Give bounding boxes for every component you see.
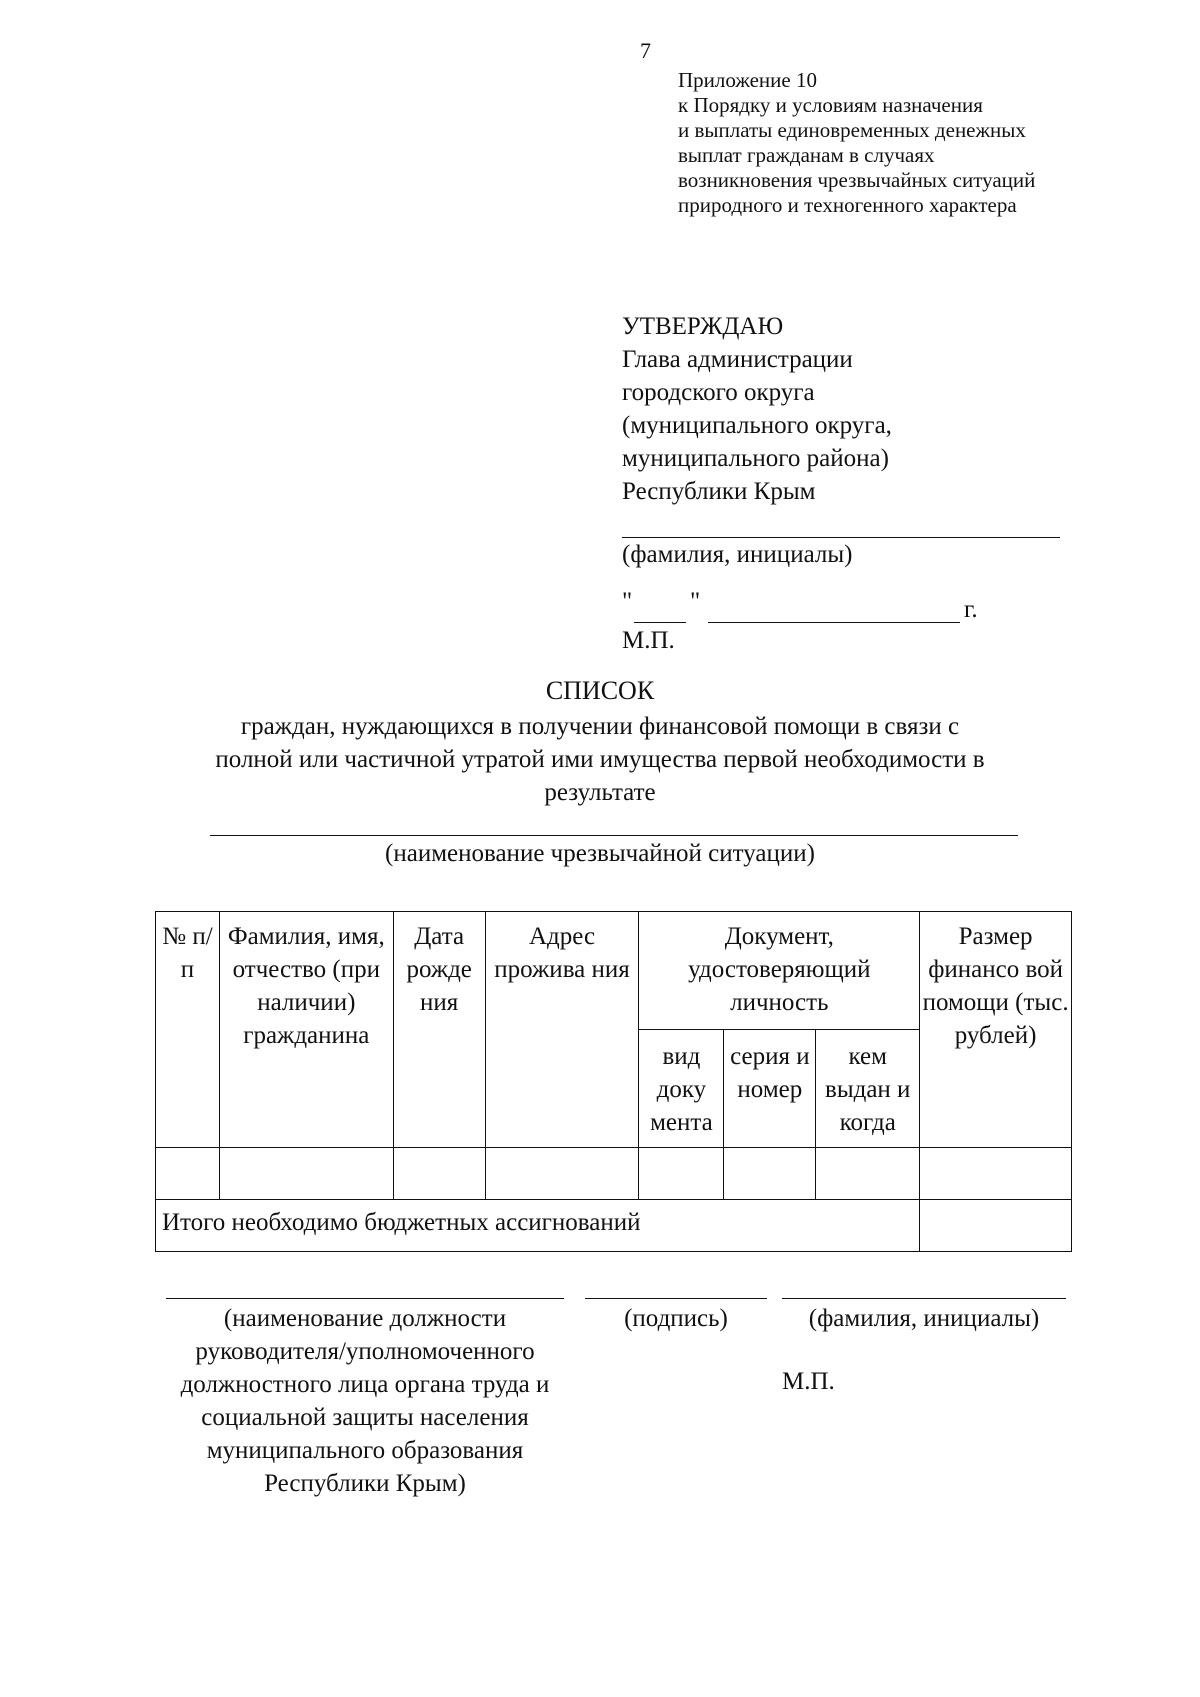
appendix-line: и выплаты единовременных денежных <box>678 118 1026 142</box>
header-doc-series: серия и номер <box>724 1030 816 1148</box>
table-header-row <box>156 912 1072 1030</box>
table-row <box>156 1148 1072 1200</box>
appendix-line: выплат гражданам в случаях <box>678 143 935 167</box>
list-subtitle-line: результате <box>544 779 656 806</box>
signature-hint: (подпись) <box>624 1305 728 1332</box>
header-amount: Размер финансо вой помощи (тыс. рублей) <box>920 912 1072 1148</box>
table-cell[interactable] <box>219 1148 393 1200</box>
footer-name-line <box>782 1298 1066 1299</box>
approval-line: (муниципального округа, <box>622 412 892 439</box>
date-day-line <box>634 622 686 623</box>
approval-line: Глава администрации <box>622 346 853 373</box>
appendix-line: к Порядку и условиям назначения <box>678 93 983 117</box>
situation-hint: (наименование чрезвычайной ситуации) <box>385 840 815 867</box>
footer-stamp: М.П. <box>782 1368 835 1395</box>
approval-line: Республики Крым <box>622 478 816 505</box>
header-birth-date: Дата рожде ния <box>393 912 485 1148</box>
header-document: Документ, удостоверяющий личность <box>639 912 920 1030</box>
appendix-line: природного и техногенного характера <box>678 193 1017 217</box>
approver-signature-line <box>622 537 1060 538</box>
table-cell[interactable] <box>724 1148 816 1200</box>
table-cell[interactable] <box>393 1148 485 1200</box>
list-title: СПИСОК <box>545 676 655 705</box>
header-doc-issued: кем выдан и когда <box>816 1030 920 1148</box>
approval-line: городского округа <box>622 379 815 406</box>
list-subtitle <box>0 710 1200 809</box>
approval-stamp: М.П. <box>622 627 675 654</box>
list-subtitle-line: граждан, нуждающихся в получении финансовой помощи в связи с <box>240 713 960 740</box>
approval-block <box>622 310 892 508</box>
position-hint: (наименование должности руководителя/уполномоченного должностного лица органа труда и социальной защиты населения муниципального образования Республики Крым) <box>180 1305 550 1497</box>
approver-name-hint: (фамилия, инициалы) <box>622 541 853 568</box>
table-total-row <box>156 1200 1072 1252</box>
date-year-suffix: г. <box>964 596 978 623</box>
header-doc-type: вид доку мента <box>639 1030 724 1148</box>
date-quote-close: " <box>690 588 701 615</box>
list-subtitle-line: полной или частичной утратой ими имущества первой необходимости в <box>215 746 985 773</box>
table-cell[interactable] <box>920 1148 1072 1200</box>
table-cell[interactable] <box>156 1148 220 1200</box>
table-cell[interactable] <box>639 1148 724 1200</box>
citizens-table <box>155 911 1072 1252</box>
table-cell[interactable] <box>485 1148 639 1200</box>
header-name: Фамилия, имя, отчество (при наличии) гражданина <box>219 912 393 1148</box>
total-amount-cell[interactable] <box>920 1200 1072 1252</box>
approval-line: муниципального района) <box>622 445 889 472</box>
page-number: 7 <box>640 38 651 63</box>
appendix-line: возникновения чрезвычайных ситуаций <box>678 168 1036 192</box>
date-month-line <box>708 622 960 623</box>
approval-title: УТВЕРЖДАЮ <box>622 313 784 340</box>
footer-name-hint: (фамилия, инициалы) <box>808 1305 1040 1332</box>
header-address: Адрес прожива ния <box>485 912 639 1148</box>
table-cell[interactable] <box>816 1148 920 1200</box>
position-line <box>166 1298 564 1299</box>
appendix-block <box>678 68 1035 218</box>
header-number: № п/п <box>156 912 220 1148</box>
appendix-line: Приложение 10 <box>678 68 817 92</box>
total-label: Итого необходимо бюджетных ассигнований <box>156 1200 920 1252</box>
signature-line <box>585 1298 767 1299</box>
date-quote-open: " <box>622 588 633 615</box>
situation-line <box>210 835 1018 836</box>
